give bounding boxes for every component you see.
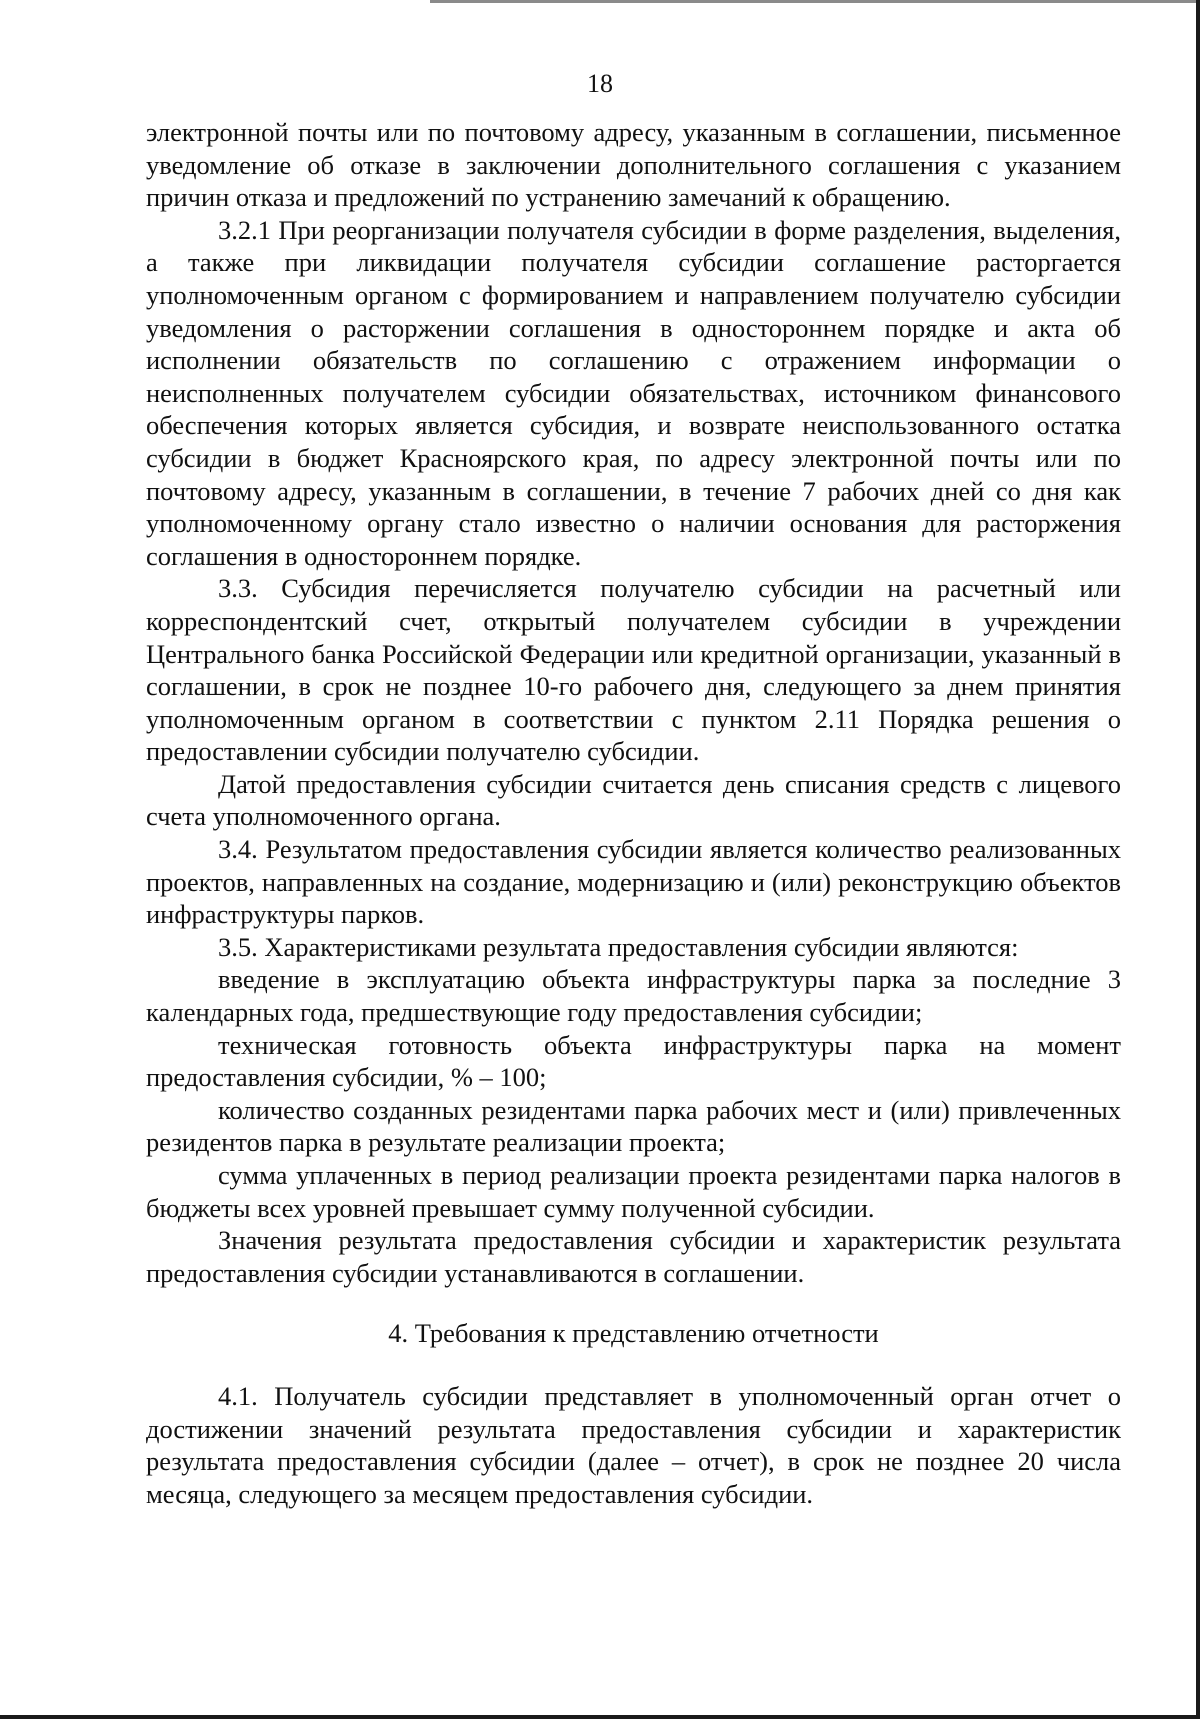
- document-body: [146, 116, 1121, 1510]
- paragraph-3-4: 3.4. Результатом предоставления субсидии является количество реализованных проектов, направленных на создание, модернизацию и (или) реконструкцию объектов инфраструктуры парков.: [146, 834, 1121, 930]
- list-item-taxes-paid: сумма уплаченных в период реализации проекта резидентами парка налогов в бюджеты всех уровней превышает сумму полученной субсидии.: [146, 1160, 1121, 1223]
- scan-edge-bottom: [0, 1715, 1200, 1719]
- paragraph-date-of-subsidy: Датой предоставления субсидии считается день списания средств с лицевого счета уполномоченного органа.: [146, 768, 1121, 832]
- paragraph-continuation: электронной почты или по почтовому адресу, указанным в соглашении, письменное уведомление об отказе в заключении дополнительного соглашения с указанием причин отказа и предложений по устранению замечаний к обращению.: [146, 117, 1121, 213]
- list-item-jobs-created: количество созданных резидентами парка рабочих мест и (или) привлеченных резидентов парка в результате реализации проекта;: [146, 1094, 1121, 1158]
- scan-edge-top: [430, 0, 1200, 3]
- page-number: 18: [587, 69, 613, 98]
- list-item-technical-readiness: техническая готовность объекта инфраструктуры парка на момент предоставления субсидии, % – 100;: [146, 1029, 1121, 1093]
- paragraph-3-2-1: 3.2.1 При реорганизации получателя субсидии в форме разделения, выделения, а также при ликвидации получателя субсидии соглашение расторгается уполномоченным органом с формированием и направлением получателю субсидии уведомления о расторжении соглашения в одностороннем порядке и акта об исполнении обязательств по соглашению с отражением информации о неисполненных получателем субсидии обязательствах, источником финансового обеспечения которых является субсидия, и возврате неиспользованного остатка субсидии в бюджет Красноярского края, по адресу электронной почты или по почтовому адресу, указанным в соглашении, в течение 7 рабочих дней со дня как уполномоченному органу стало известно о наличии основания для расторжения соглашения в одностороннем порядке.: [146, 214, 1121, 571]
- paragraph-3-5: 3.5. Характеристиками результата предоставления субсидии являются:: [218, 931, 1019, 962]
- list-item-commissioning: введение в эксплуатацию объекта инфраструктуры парка за последние 3 календарных года, предшествующие году предоставления субсидии;: [146, 964, 1121, 1028]
- scan-edge-right: [1196, 0, 1200, 1719]
- paragraph-4-1: 4.1. Получатель субсидии представляет в уполномоченный орган отчет о достижении значений результата предоставления субсидии и характеристик результата предоставления субсидии (далее – отчет), в срок не позднее 20 числа месяца, следующего за месяцем предоставления субсидии.: [146, 1380, 1121, 1509]
- section-heading: 4. Требования к представлению отчетности: [388, 1318, 879, 1349]
- paragraph-values-in-agreement: Значения результата предоставления субсидии и характеристик результата предоставления субсидии устанавливаются в соглашении.: [146, 1225, 1121, 1288]
- paragraph-3-3: 3.3. Субсидия перечисляется получателю субсидии на расчетный или корреспондентский счет, открытый получателем субсидии в учреждении Центрального банка Российской Федерации или кредитной организации, указанный в соглашении, в срок не позднее 10-го рабочего дня, следующего за днем принятия уполномоченным органом в соответствии с пунктом 2.11 Порядка решения о предоставлении субсидии получателю субсидии.: [146, 573, 1121, 767]
